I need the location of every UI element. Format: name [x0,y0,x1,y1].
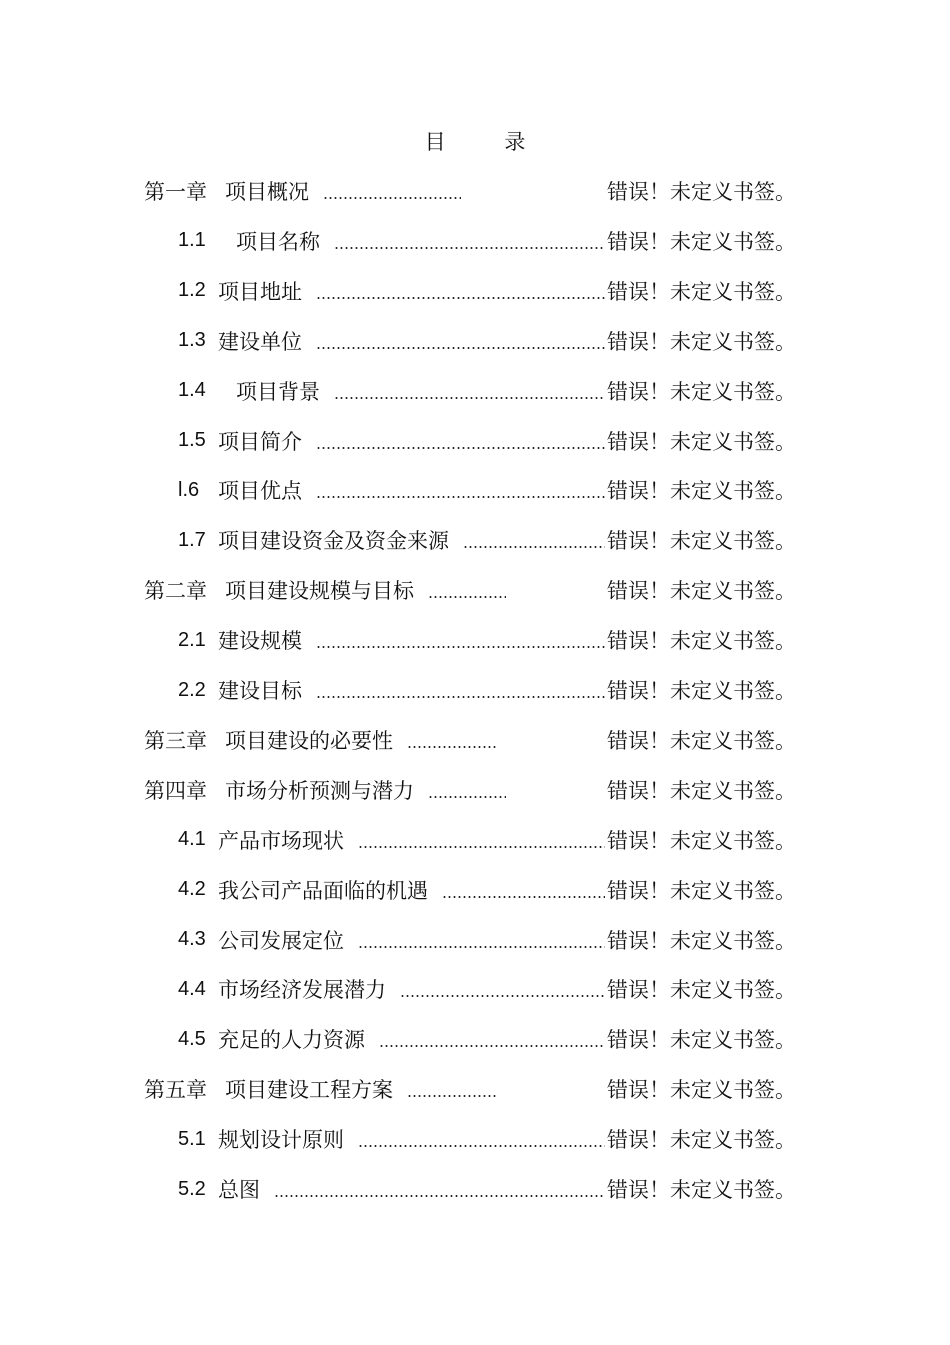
toc-entry-title: 项目建设规模与目标 [225,579,414,604]
toc-entry-title: 项目建设资金及资金来源 [218,529,449,554]
dot-leader [463,546,605,548]
toc-page-reference: 错误！未定义书签。 [607,1028,796,1053]
dot-leader [316,646,605,648]
toc-entry-title: 项目地址 [218,279,302,304]
toc-page-reference: 错误！未定义书签。 [607,978,796,1003]
toc-entry[interactable] [178,924,796,956]
dot-leader [274,1195,605,1197]
toc-page-reference: 错误！未定义书签。 [607,679,796,703]
toc-entry-title: 总图 [218,1178,260,1202]
toc-section-number: 1.4 [178,379,206,402]
toc-entry[interactable] [144,774,796,806]
dot-leader [316,447,605,449]
toc-chapter-number: 第三章 [144,728,207,753]
toc-entry[interactable] [178,474,796,506]
toc-entry-title: 项目建设工程方案 [225,1078,393,1103]
toc-chapter-number: 第五章 [144,1078,207,1103]
toc-entry-title: 建设规模 [218,629,302,654]
toc-page-reference: 错误！未定义书签。 [607,728,796,753]
toc-entry[interactable] [178,624,796,656]
toc-page-reference: 错误！未定义书签。 [607,329,796,354]
toc-entry-title: 项目名称 [236,229,320,254]
dot-leader [358,1145,605,1147]
toc-entry[interactable] [178,874,796,906]
toc-entry-title: 项目建设的必要性 [225,728,393,753]
toc-entry[interactable] [178,524,796,556]
toc-page-reference: 错误！未定义书签。 [607,429,796,454]
toc-entry-title: 充足的人力资源 [218,1028,365,1053]
toc-page-reference: 错误！未定义书签。 [607,1178,796,1202]
dot-leader [428,596,506,598]
toc-entry-title: 建设单位 [218,329,302,354]
toc-entry[interactable] [144,1073,796,1105]
dot-leader [358,946,605,948]
toc-entry[interactable] [178,275,796,307]
toc-entry[interactable] [178,1023,796,1055]
toc-entry-title: 项目优点 [218,479,302,504]
toc-entry[interactable] [144,574,796,606]
toc-page-reference: 错误！未定义书签。 [607,828,796,853]
toc-chapter-number: 第二章 [144,579,207,604]
toc-chapter-number: 第四章 [144,778,207,803]
toc-section-number: 1.7 [178,528,206,551]
toc-section-number: 1.5 [178,429,206,451]
toc-page-reference: 错误！未定义书签。 [607,1128,796,1153]
dot-leader [316,696,605,698]
toc-page-reference: 错误！未定义书签。 [607,778,796,803]
dot-leader [442,896,605,898]
toc-entry-title: 项目概况 [225,180,309,204]
dot-leader [316,347,605,349]
toc-entry-title: 公司发展定位 [218,928,344,953]
toc-entry-title: 规划设计原则 [218,1128,344,1153]
toc-section-number: 1.1 [178,229,206,252]
toc-page-reference: 错误！未定义书签。 [607,878,796,903]
toc-section-number: 1.3 [178,329,206,352]
dot-leader [407,746,497,748]
toc-entry-title: 项目简介 [218,429,302,454]
toc-page-reference: 错误！未定义书签。 [607,180,796,204]
toc-entry[interactable] [178,1173,796,1205]
toc-chapter-number: 第一章 [144,180,207,204]
toc-section-number: 4.5 [178,1027,206,1050]
toc-section-number: 4.4 [178,977,206,1000]
toc-page-reference: 错误！未定义书签。 [607,928,796,953]
toc-entry-title: 建设目标 [218,679,302,703]
toc-section-number: 4.1 [178,828,206,851]
toc-entry[interactable] [178,225,796,257]
dot-leader [358,846,605,848]
dot-leader [323,197,461,199]
toc-entry-title: 项目背景 [236,379,320,404]
dot-leader [428,796,506,798]
toc-section-number: 1.2 [178,279,206,302]
toc-title: 目 录 [424,130,552,154]
toc-section-number: 4.3 [178,928,206,950]
toc-page-reference: 错误！未定义书签。 [607,229,796,254]
dot-leader [407,1095,497,1097]
dot-leader [334,397,605,399]
dot-leader [379,1045,605,1047]
toc-section-number: 2.1 [178,628,206,651]
toc-page-reference: 错误！未定义书签。 [607,1078,796,1103]
toc-entry[interactable] [178,1123,796,1155]
toc-page-reference: 错误！未定义书签。 [607,279,796,304]
toc-section-number: l.6 [178,478,200,501]
dot-leader [334,247,605,249]
toc-section-number: 5.1 [178,1127,206,1150]
toc-section-number: 4.2 [178,878,206,901]
toc-entry[interactable] [178,973,796,1005]
toc-entry-title: 产品市场现状 [218,828,344,853]
toc-page-reference: 错误！未定义书签。 [607,479,796,504]
dot-leader [316,297,605,299]
toc-section-number: 2.2 [178,678,206,701]
toc-entry-title: 市场分析预测与潜力 [225,778,414,803]
toc-page-reference: 错误！未定义书签。 [607,629,796,654]
toc-entry[interactable] [178,375,796,407]
toc-entry[interactable] [178,325,796,357]
toc-entry-title: 我公司产品面临的机遇 [218,878,428,903]
toc-entry[interactable] [144,724,796,756]
dot-leader [316,496,605,498]
dot-leader [400,995,605,997]
toc-entry[interactable] [178,674,796,706]
toc-page-reference: 错误！未定义书签。 [607,529,796,554]
toc-entry[interactable] [178,425,796,457]
toc-entry[interactable] [144,175,796,207]
toc-page-reference: 错误！未定义书签。 [607,579,796,604]
toc-entry[interactable] [178,824,796,856]
toc-entry-title: 市场经济发展潜力 [218,978,386,1003]
toc-page-reference: 错误！未定义书签。 [607,379,796,404]
toc-section-number: 5.2 [178,1177,206,1200]
